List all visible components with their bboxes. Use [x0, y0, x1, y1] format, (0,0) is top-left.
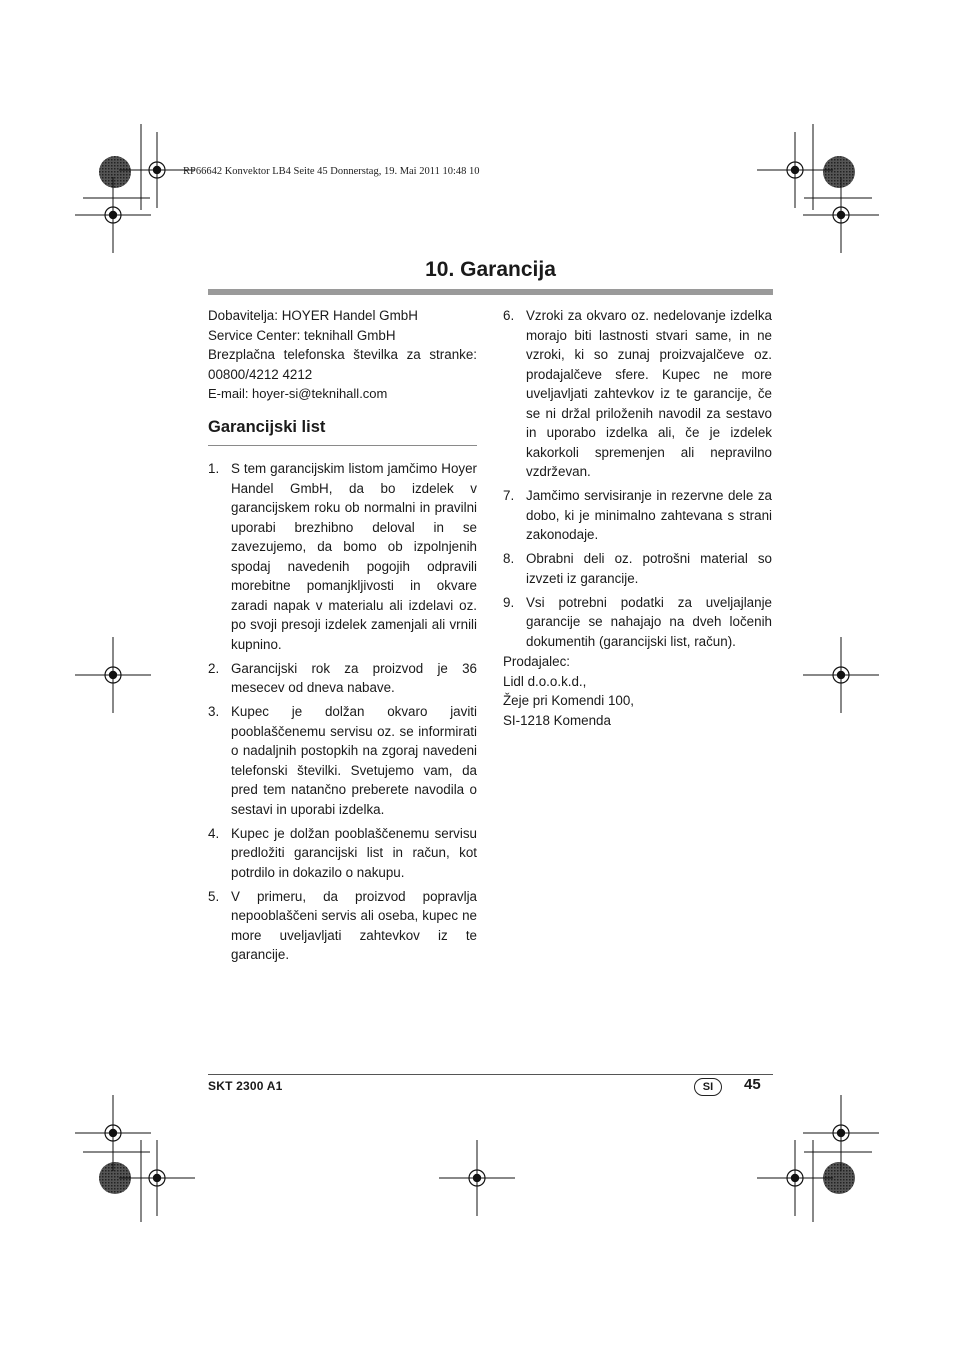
list-item: 6. Vzroki za okvaro oz. nedelovanje izdelka morajo biti lastnosti stvari same, in ne vzroki, ki so zunaj proizvajalčeve oz. prodajalčeve sfere. Kupec ne more uveljavljati zahtevkov iz te garancije, če se ni držal priloženih navodil za sestavo in uporabo izdelka ali, če je izdelek kakorkoli spremenjen ali nepravilno vzdrževan. — [503, 308, 772, 479]
seller-block — [503, 652, 772, 730]
page-number: 45 — [744, 1076, 761, 1093]
warranty-list-right — [503, 306, 772, 656]
list-item: 2. Garancijski rok za proizvod je 36 mesecev od dneva nabave. — [208, 660, 477, 695]
list-item: 7. Jamčimo servisiranje in rezervne dele za dobo, ki je minimalno zahtevana s strani zakonodaje. — [503, 488, 772, 542]
section-heading: Garancijski list — [208, 418, 326, 436]
email-line: E-mail: hoyer-si@teknihall.com — [208, 386, 388, 401]
footer-rule — [208, 1074, 773, 1075]
print-info: RP66642 Konvektor LB4 Seite 45 Donnerstag, 19. Mai 2011 10:48 10 — [183, 166, 480, 177]
seller-line: Lidl d.o.o.k.d., — [503, 673, 587, 689]
list-item: 3. Kupec je dolžan okvaro javiti pooblaščenemu servisu oz. se informirati o nadaljnih postopkih na zgoraj navedeni telefonski številki. Svetujemo vam, da pred tem natančno preberete navodila o sestavi in uporabi izdelka. — [208, 704, 477, 817]
model-number: SKT 2300 A1 — [208, 1079, 283, 1093]
contact-block — [208, 306, 477, 404]
list-item: 9. Vsi potrebni podatki za uveljajlanje garancije se nahajajo na dveh ločenih dokumentih (garancijski list, račun). — [503, 594, 772, 649]
phone-number: 00800/4212 4212 — [208, 366, 313, 382]
phone-label: Brezplačna telefonska številka za stranke: — [208, 347, 477, 362]
list-item: 4. Kupec je dolžan pooblaščenemu servisu predložiti garancijski list in račun, kot potrdilo in dokazilo o nakupu. — [208, 825, 477, 880]
title-rule — [208, 289, 773, 295]
page-title: 10. Garancija — [425, 258, 556, 281]
list-item: 5. V primeru, da proizvod popravlja nepooblaščeni servis ali oseba, kupec ne more uveljavljati zahtevkov iz te garancije. — [208, 888, 477, 962]
service-center-line: Service Center: teknihall GmbH — [208, 327, 396, 343]
list-item: 1. S tem garancijskim listom jamčimo Hoyer Handel GmbH, da bo izdelek v garancijskem roku ob normalni in pravilni uporabi brezhibno deloval in se zavezujemo, da bomo ob izpolnjenih spodaj navedenih pogojih odpravili morebitne pomanjkljivosti in okvare zaradi napak v materialu ali izdelavi oz. po svoji presoji izdelek zamenjali ali vrnili kupnino. — [208, 461, 477, 652]
section-rule — [208, 445, 477, 446]
supplier-line: Dobaviteljа: HOYER Handel GmbH — [208, 308, 418, 323]
seller-line: Žeje pri Komendi 100, — [503, 693, 635, 708]
language-badge: SI — [694, 1078, 722, 1096]
seller-line: SI-1218 Komenda — [503, 712, 611, 728]
seller-label: Prodajalec: — [503, 654, 570, 669]
list-item: 8. Obrabni deli oz. potrošni material so izvzeti iz garancije. — [503, 551, 772, 586]
warranty-list-left — [208, 459, 477, 969]
